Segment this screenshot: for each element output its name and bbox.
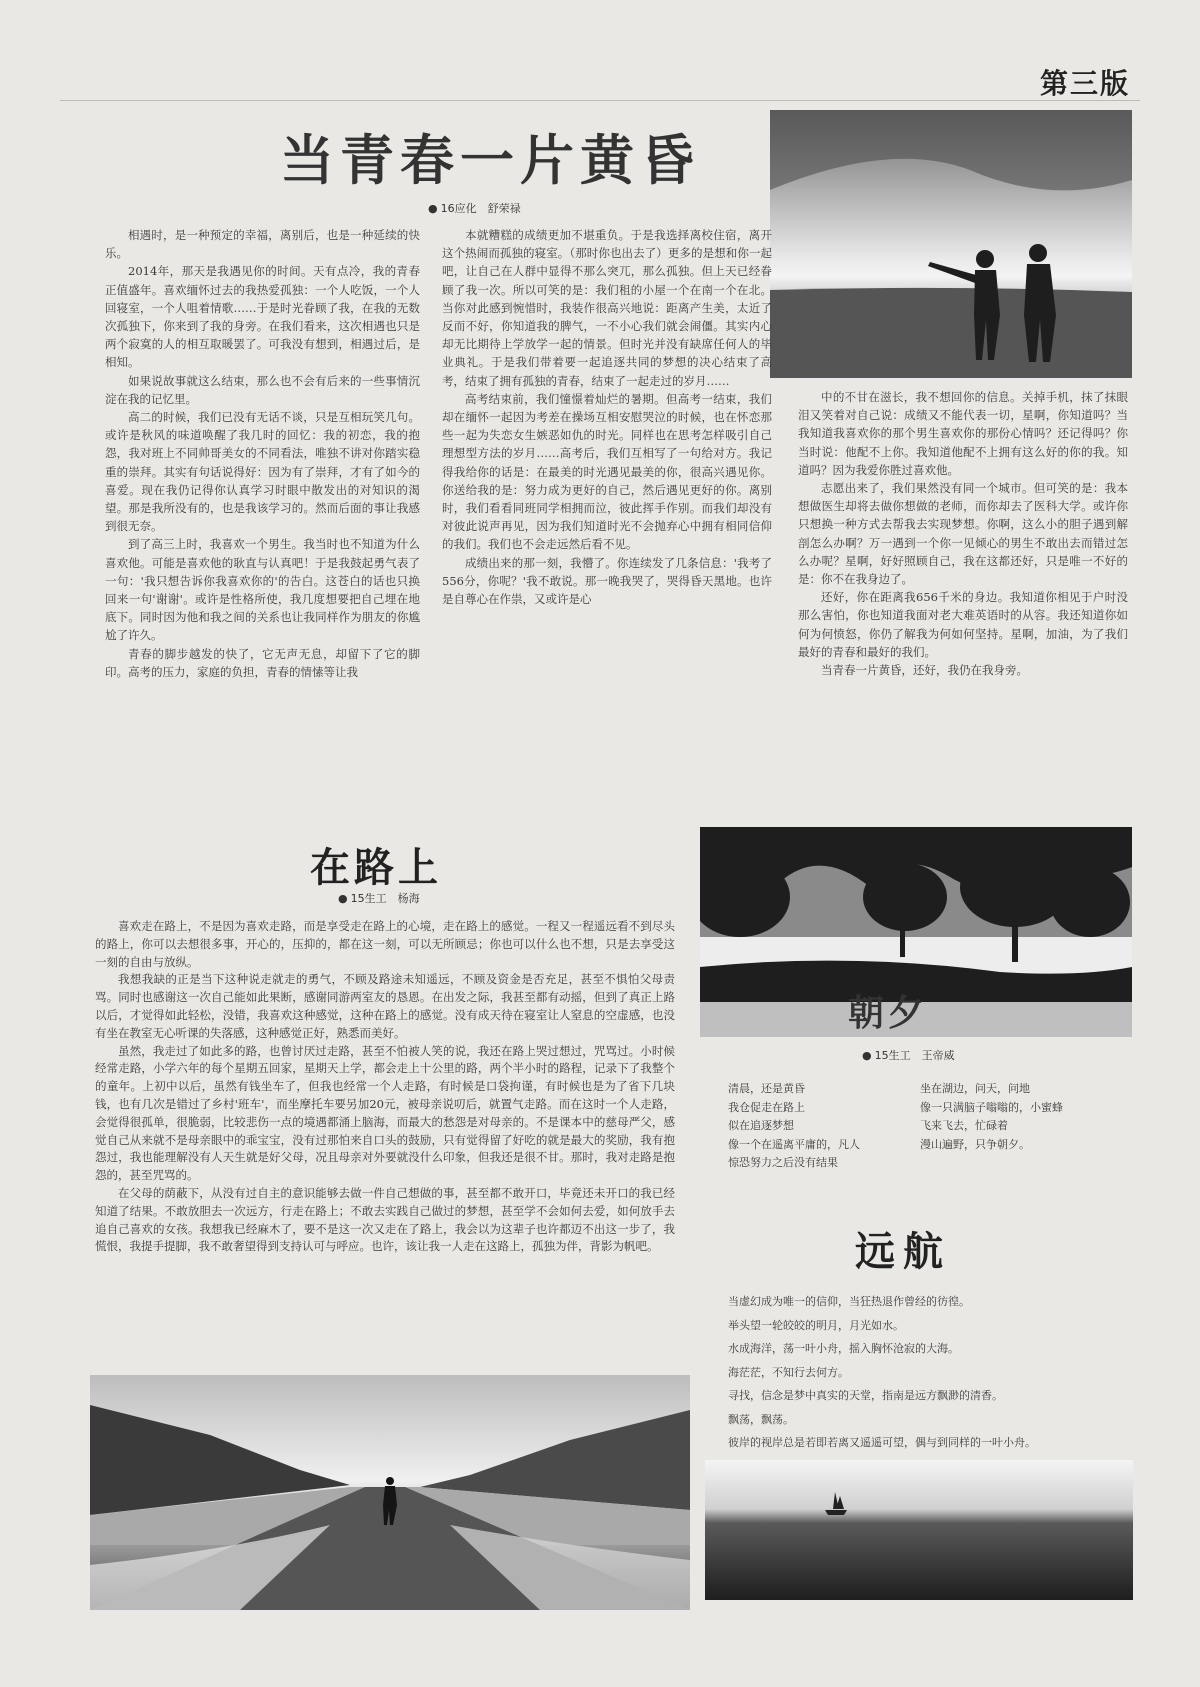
paragraph: 喜欢走在路上，不是因为喜欢走路，而是享受走在路上的心境，走在路上的感觉。一程又一程遥远看不到尽头的路上，你可以去想很多事，开心的，压抑的，都在这一刻，可以无所顾忌；你也可以什么也不想，只是去享受这一刻的自由与放纵。 (95, 919, 675, 969)
article2-title: 在路上 (310, 845, 442, 891)
paragraph: 虽然，我走过了如此多的路，也曾讨厌过走路，甚至不怕被人笑的说，我还在路上哭过想过，咒骂过。小时候经常走路，小学六年的每个星期五回家，星期天上学，都会走上十公里的路，两个半小时的路程，记录下了我整个的童年。上初中以后，虽然有钱坐车了，但我也经常一个人走路，有时候是口袋拘谨，有时候也是为了省下几块钱，也有几次是错过了乡村'班车'，而坐摩托车要另加20元，被母亲说叨后，就置气走路。而在这时一个人走路，会觉得很孤单，很脆弱，比较悲伤一点的境遇都涌上脑海，而最大的愁怨是对母亲的。不是课本中的慈母严父，感觉自己从来就不是母亲眼中的乖宝宝，没有过那怕来自口头的鼓励，只有觉得留了好吃的就是最大的奖励，我有抱怨过，我也能理解没有人天生就是好父母，况且母亲对外要就没什么印象，但我还是很不甘。那时，我对走路是抱怨的，甚至咒骂的。 (95, 1043, 675, 1183)
poem-line: 坐在湖边，问天，问地 (920, 1082, 1030, 1095)
road-photo (90, 1375, 690, 1610)
poem-line: 举头望一轮皎皎的明月，月光如水。 (728, 1318, 904, 1332)
paragraph: 志愿出来了，我们果然没有同一个城市。但可笑的是：我本想做医生却将去做你想做的老师，而你却去了医科大学。或许你只想换一种方式去帮我去实现梦想。你啊，这么小的胆子遇到解剖怎么办啊？万一遇到一个你一见倾心的男生不敢出去而错过怎么办呢？星啊，好好照顾自己，我在这都还好，只是唯一不好的是：你不在我身边了。 (798, 481, 1128, 587)
page-number: 第三版 (1039, 67, 1130, 100)
poem-line: 当虚幻成为唯一的信仰，当狂热退作曾经的彷徨。 (728, 1295, 970, 1308)
poem-line: 寻找，信念是梦中真实的天堂，指南是远方飘渺的清香。 (728, 1389, 1003, 1402)
article3-title: 朝夕 (848, 993, 929, 1034)
paragraph: 2014年，那天是我遇见你的时间。天有点冷，我的青春正值盛年。喜欢缅怀过去的我热爱孤独：一个人吃饭，一个人回寝室，一个人咀着情歌……于是时光眷顾了我，在我的无数次孤独下，你来到了我的身旁。在我们看来，这次相遇也只是两个寂寞的人的相互取暖罢了。可我没有想到，相遇过后，是相知。 (105, 264, 420, 370)
poem-line: 清晨，还是黄昏 (728, 1082, 805, 1095)
article4-poem (728, 1290, 1036, 1478)
beach-couple-photo (770, 110, 1132, 378)
poem-line: 水成海洋，荡一叶小舟，摇入胸怀沧寂的大海。 (728, 1342, 959, 1355)
article3-poem-right (920, 1080, 1063, 1154)
paragraph: 相遇时，是一种预定的幸福，离别后，也是一种延续的快乐。 (105, 228, 420, 261)
article1-byline: ● 16应化 舒荣禄 (428, 200, 521, 216)
article3-poem-left (728, 1080, 860, 1173)
header-rule (60, 100, 1140, 101)
paragraph: 高二的时候，我们已没有无话不谈，只是互相玩笑几句。或许是秋风的味道唤醒了我几时的回忆：我的初恋，我的抱怨，我对班上不同帅哥美女的不同看法，唯独不讲对你踏实稳重的崇拜。其实有句话说得好：因为有了崇拜，才有了如今的喜爱。现在我仍记得你认真学习时眼中散发出的对知识的渴望。那是我所没有的，也是我该学习的。然而后面的事让我感到很无奈。 (105, 410, 420, 534)
paragraph: 还好，你在距离我656千米的身边。我知道你相见于户时没那么害怕，你也知道我面对老大难英语时的从容。我还知道你如何为何愤怒，你仍了解我为何如何坚持。星啊，加油，为了我们最好的青春和最好的我们。 (798, 590, 1128, 659)
article1-column-2 (442, 226, 772, 786)
poem-line: 似在追逐梦想 (728, 1119, 794, 1132)
paragraph: 中的不甘在滋长，我不想回你的信息。关掉手机，抹了抹眼泪又笑着对自己说：成绩又不能代表一切，星啊，你知道吗？当我知道我喜欢你的那个男生喜欢你的那份心情吗？还记得吗？你当时说：他配不上你。我知道他配不上拥有这么好的你的我。知道吗？因为我爱你胜过喜欢他。 (798, 390, 1128, 477)
article1-column-1 (105, 226, 420, 786)
article2-byline: ● 15生工 杨海 (338, 890, 420, 906)
article2-body (95, 918, 675, 1368)
paragraph: 成绩出来的那一刻，我懵了。你连续发了几条信息：'我考了556分，你呢？'我不敢说。那一晚我哭了，哭得昏天黑地。也许是自尊心在作祟，又或许是心 (442, 555, 772, 607)
paragraph: 如果说故事就这么结束，那么也不会有后来的一些事情沉淀在我的记忆里。 (105, 373, 420, 406)
poem-line: 惊恐努力之后没有结果 (728, 1156, 838, 1169)
paragraph: 到了高三上时，我喜欢一个男生。我当时也不知道为什么喜欢他。可能是喜欢他的耿直与认真吧！于是我鼓起勇气表了一句：'我只想告诉你我喜欢你的'的告白。这苍白的话也只换回来一句'谢谢'。或许是性格所使，我几度想要把自己埋在地底下。同时因为他和我之间的关系也让我同样作为朋友的你尴尬了许久。 (105, 537, 420, 643)
poem-line: 我仓促走在路上 (728, 1100, 805, 1114)
poem-line: 飞来飞去，忙碌着 (920, 1119, 1008, 1132)
paragraph: 本就糟糕的成绩更加不堪重负。于是我选择离校住宿，离开这个热闹而孤独的寝室。（那时你也出去了）更多的是想和你一起吧，让自己在人群中显得不那么突兀，那么孤独。但上天已经眷顾了我一次。所以可笑的是：我们租的小屋一个在南一个在北。当你对此感到惋惜时，我装作很高兴地说：距离产生美，太近了反而不好，你知道我的脾气，一不小心我们就会闹僵。其实内心却无比期待上学放学一起的情景。但时光并没有缺席任何人的毕业典礼。于是我们带着要一起追逐共同的梦想的决心结束了高考，结束了拥有孤独的青春，结束了一起走过的岁月…… (442, 228, 772, 388)
paragraph: 青春的脚步越发的快了，它无声无息，却留下了它的脚印。高考的压力，家庭的负担，青春的情愫等让我 (105, 646, 420, 679)
poem-line: 像一个在遥离平庸的，凡人 (728, 1137, 860, 1151)
poem-line: 飘荡，飘荡。 (728, 1412, 794, 1426)
poem-line: 像一只满脑子嗡嗡的，小蜜蜂 (920, 1100, 1063, 1114)
paragraph: 高考结束前，我们憧憬着灿烂的暑期。但高考一结束，我们却在缅怀一起因为考差在操场互相安慰哭泣的时候，也在怀恋那些一起为失恋女生嫉恶如仇的时光。同样也在思考怎样吸引自己理想型方法的岁月……高考后，我们互相写了一句给对方。我记得我给你的话是：在最美的时光遇见最美的你，很高兴遇见你。你送给我的是：努力成为更好的自己，然后遇见更好的你。离别时，我们看看同班同学相拥而泣，彼此挥手作别。而我们却没有对彼此说声再见，因为我们知道时光不会抛弃心中拥有相同信仰的我们。我们也不会走远然后看不见。 (442, 391, 772, 552)
article3-byline: ● 15生工 王帝威 (862, 1047, 955, 1063)
paragraph: 在父母的荫蔽下，从没有过自主的意识能够去做一件自己想做的事，甚至都不敢开口，毕竟还未开口的我已经知道了结果。不敢放胆去一次远方，行走在路上；不敢去实践自己做过的梦想，甚至学不会如何去爱，如何放手去追自己喜欢的女孩。我想我已经麻木了，要不是这一次又走在了路上，我会以为这辈子也许都迈不出这一步了，我慌恨，我提手提脚，我不敢奢望得到支持认可与呼应。也许，该让我一人走在这路上，孤独为伴，背影为帆吧。 (95, 1185, 675, 1254)
sea-boat-photo (705, 1460, 1133, 1600)
paragraph: 我想我缺的正是当下这种说走就走的勇气，不顾及路途未知遥远，不顾及资金是否充足，甚至不惧怕父母责骂。同时也感谢这一次自己能如此果断，感谢同游两室友的恳恩。在出发之际，我甚至都有动摇，但到了真正上路以后，才觉得如此轻松，没错，我喜欢这种感觉，这种在路上的感觉。没有成天待在寝室让人窒息的空虚感，也没有坐在教室无心听课的失落感，这种感觉正好，熟悉而美好。 (95, 972, 675, 1040)
poem-line: 海茫茫，不知行去何方。 (728, 1365, 849, 1379)
article1-title: 当青春一片黄昏 (280, 128, 700, 192)
poem-line: 漫山遍野，只争朝夕。 (920, 1137, 1030, 1151)
paragraph: 当青春一片黄昏，还好，我仍在我身旁。 (821, 663, 1028, 678)
poem-line: 彼岸的视岸总是若即若离又遥遥可望，偶与到同样的一叶小舟。 (728, 1436, 1036, 1449)
article4-title: 远航 (855, 1228, 951, 1275)
article1-column-3 (798, 388, 1128, 783)
